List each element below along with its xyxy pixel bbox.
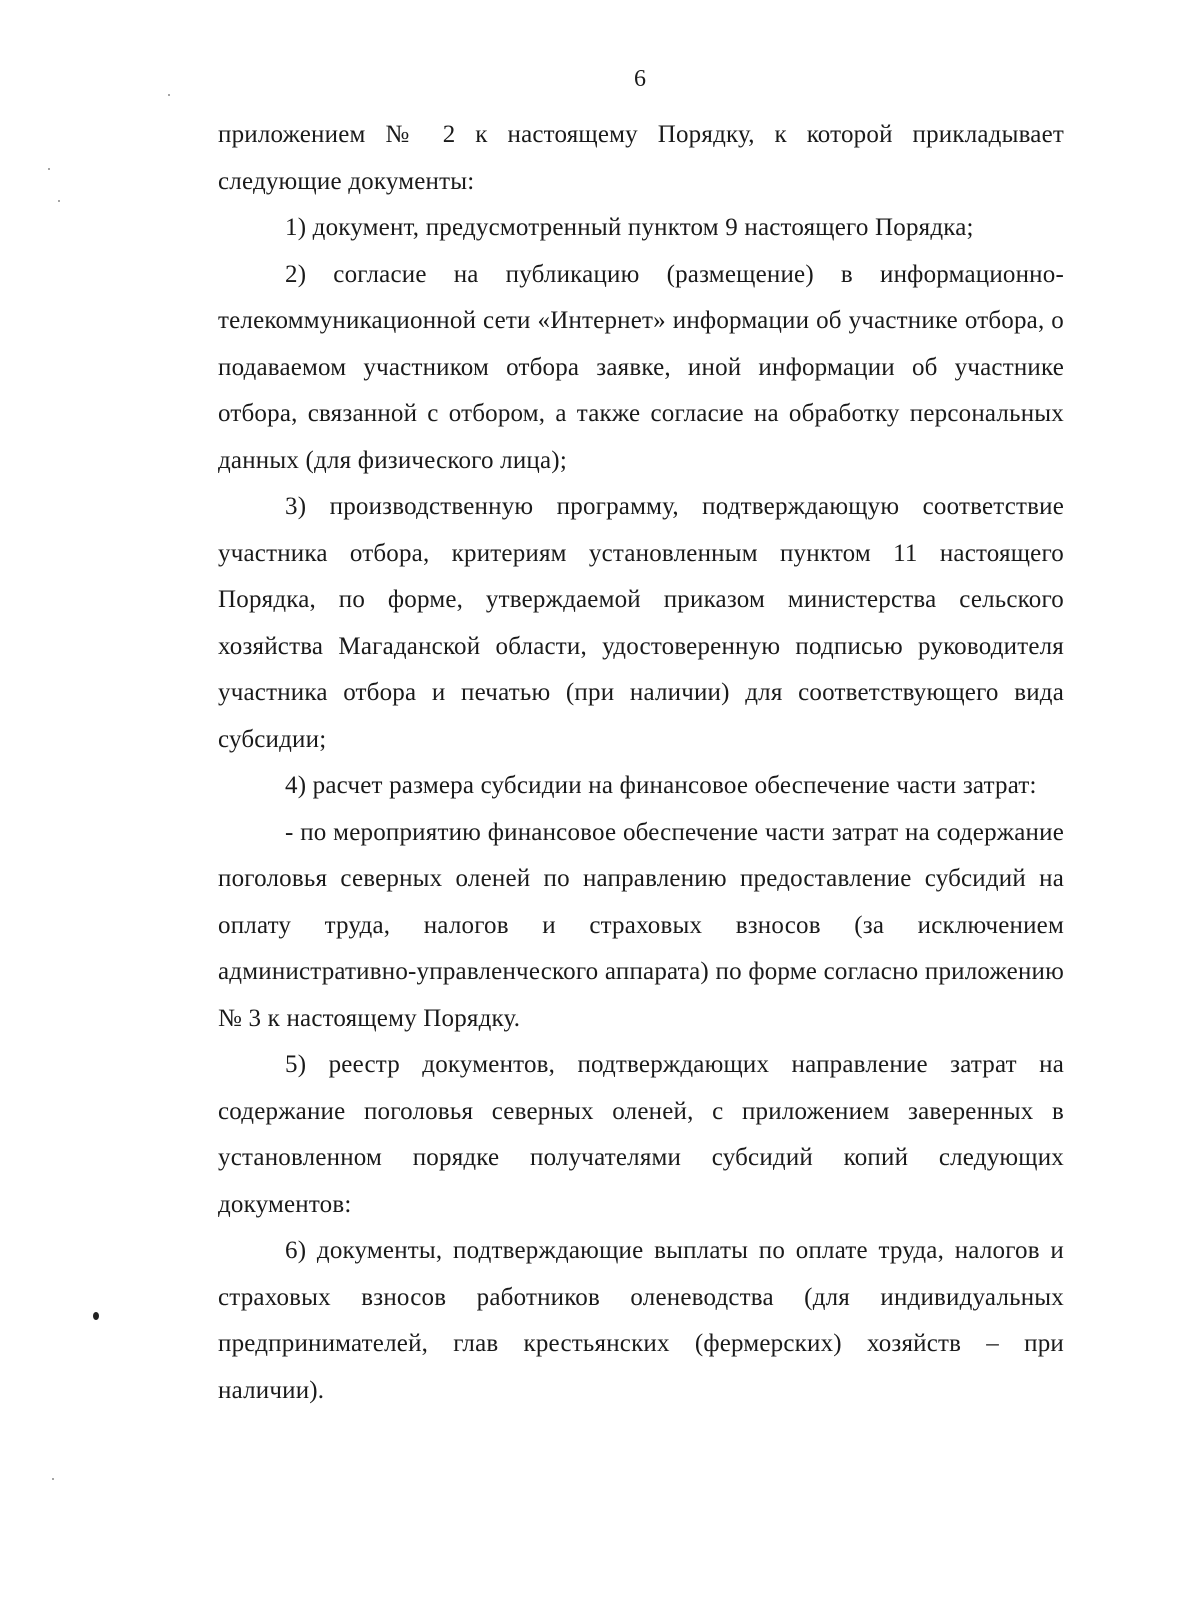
paragraph-item-1: 1) документ, предусмотренный пунктом 9 настоящего Порядка;	[285, 214, 974, 241]
document-body	[218, 112, 1064, 1414]
scan-speck	[168, 94, 170, 96]
paragraph-item-3: 3) производственную программу, подтверждающую соответствие участника отбора, критериям установленным пунктом 11 настоящего Порядка, по форме, утверждаемой приказом министерства сельского хозяйства Магаданской области, удостоверенную подписью руководителя участника отбора и печатью (при наличии) для соответствующего вида субсидии;	[218, 493, 1064, 753]
paragraph-continuation: приложением № 2 к настоящему Порядку, к которой прикладывает следующие документы:	[218, 121, 1064, 195]
scan-speck	[93, 1312, 99, 1320]
paragraph-item-6: 6) документы, подтверждающие выплаты по оплате труда, налогов и страховых взносов работников оленеводства (для индивидуальных предпринимателей, глав крестьянских (фермерских) хозяйств – при наличии).	[218, 1237, 1064, 1404]
scan-speck	[48, 168, 50, 170]
scan-speck	[52, 1478, 54, 1480]
page-number: 6	[634, 66, 646, 92]
scan-speck	[58, 200, 60, 202]
paragraph-item-5: 5) реестр документов, подтверждающих направление затрат на содержание поголовья северных оленей, с приложением заверенных в установленном порядке получателями субсидий копий следующих документов:	[218, 1051, 1064, 1218]
paragraph-item-4: 4) расчет размера субсидии на финансовое обеспечение части затрат:	[285, 772, 1037, 799]
scan-margin-marks	[0, 0, 200, 1622]
paragraph-subitem-dash: - по мероприятию финансовое обеспечение части затрат на содержание поголовья северных оленей по направлению предоставление субсидий на оплату труда, налогов и страховых взносов (за исключением административно-управленческого аппарата) по форме согласно приложению № 3 к настоящему Порядку.	[218, 818, 1064, 1032]
paragraph-item-2: 2) согласие на публикацию (размещение) в информационно-телекоммуникационной сети «Интернет» информации об участнике отбора, о подаваемом участником отбора заявке, иной информации об участнике отбора, связанной с отбором, а также согласие на обработку персональных данных (для физического лица);	[218, 260, 1064, 474]
